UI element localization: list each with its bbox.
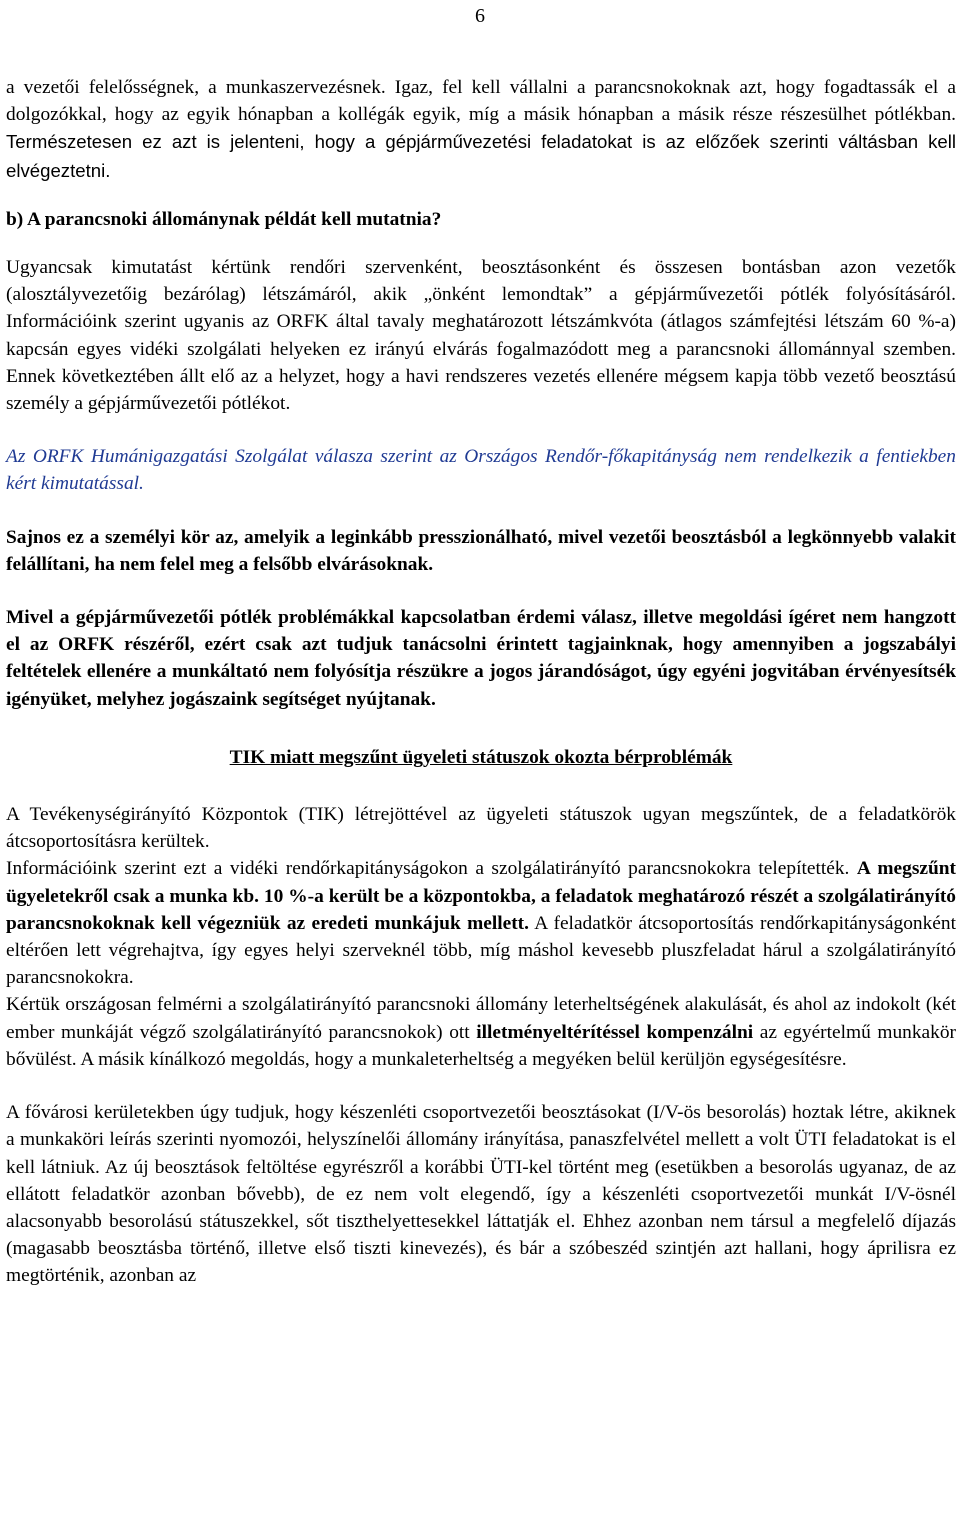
paragraph-tik: A Tevékenységirányító Központok (TIK) létrejöttével az ügyeleti státuszok ugyan megszűntek, de a feladatkörök átcsoportosításra kerültek. <box>6 804 956 853</box>
paragraph-feladatkor-text-c: A feladatkör átcsoportosítás rendőrkapitányságonként eltérően lett végrehajtva, így egyes helyi szerveknél több, míg máshol kevesebb pluszfeladat hárul a szolgálatirányító parancsnokokra. <box>6 912 956 989</box>
section-title: TIK miatt megszűnt ügyeleti státuszok okozta bérproblémák <box>229 746 733 768</box>
page-number: 6 <box>475 5 485 27</box>
paragraph-szemelyi-kor: Sajnos ez a személyi kör az, amelyik a leginkább presszionálható, mivel vezetői beosztásból a legkönnyebb valakit felállítani, ha nem felel meg a felsőbb elvárásoknak. <box>6 526 956 575</box>
paragraph-intro-text: a vezetői felelősségnek, a munkaszervezésnek. Igaz, fel kell vállalni a parancsnokoknak azt, hogy fogadtassák el a dolgozókkal, hogy az egyik hónapban a kollégák egyik, míg a másik hónapban a másik része részesülhet pótlékban. <box>6 77 956 126</box>
paragraph-feladatkor-bold: A megszűnt ügyeletekről csak a munka kb. 10 %-a került be a központokba, a feladatok meghatározó részét a szolgálatirányító parancsnokoknak kell végezniük az eredeti munkájuk mellett. <box>6 858 956 934</box>
paragraph-fovarosi: A fővárosi kerületekben úgy tudjuk, hogy készenléti csoportvezetői beosztásokat (I/V-ös besorolás) hoztak létre, akiknek a munkaköri leírás szerinti nyomozói, helyszínelői állomány irányítása, panaszfelvétel mellett a volt ÜTI feladatokat is el kell látniuk. Az új beosztások feltöltése egyrészről a korábbi ÜTI-kel történt meg (esetükben a besorolás ugyanaz, de az ellátott feladatkör azonban bővebb), de ez nem volt elegendő, így a készenléti csoportvezetői munkát I/V-ösnél alacsonyabb besorolású státuszekkel, sőt tiszthelyettesekkel láttatják el. Ehhez azonban nem társul a megfelelő díjazás (magasabb beosztásba történő, illetve első tiszti kinevezés), és bár a szóbeszéd szintjén azt hallani, hogy áprilisra ez megtörténik, azonban az <box>6 1102 956 1287</box>
paragraph-intro-sans-text: Természetesen ez azt is jelenteni, hogy a gépjárművezetési feladatokat is az előzőek szerinti váltásban kell elvégeztetni. <box>6 131 956 181</box>
paragraph-felmeres-text-c: az egyértelmű munkakör bővülést. A másik kínálkozó megoldás, hogy a munkaleterheltség a megyéken belül kerüljön egységesítésre. <box>6 1021 956 1070</box>
paragraph-felmeres <box>6 991 956 1073</box>
paragraph-feladatkor-text-a: Információink szerint ezt a vidéki rendőrkapitányságokon a szolgálatirányító parancsnokokra telepítették. <box>6 858 857 880</box>
paragraph-orfk-valasz: Az ORFK Humánigazgatási Szolgálat válasza szerint az Országos Rendőr-főkapitányság nem rendelkezik a fentiekben kért kimutatással. <box>6 446 956 495</box>
document-body <box>6 74 956 1290</box>
paragraph-felmeres-text-a: Kértük országosan felmérni a szolgálatirányító parancsnoki állomány leterheltségének alakulását, és ahol az indokolt (két ember munkáját végző szolgálatirányító parancsnokok) ott <box>6 994 956 1043</box>
paragraph-vezetok-kimutatas: Ugyancsak kimutatást kértünk rendőri szervenként, beosztásonként és összesen bontásban azon vezetők (alosztályvezetőig bezárólag) létszámáról, akik „önként lemondtak” a gépjárművezetői pótlék folyósításáról. Információink szerint ugyanis az ORFK által tavaly meghatározott létszámkvóta (átlagos számfejtési létszám 60 %-a) kapcsán egyes vidéki szolgálati helyeken ez irányú elvárás fogalmazódott meg a parancsnoki állománnyal szemben. Ennek következtében állt elő az a helyzet, hogy a havi rendszeres vezetés ellenére mégsem kapja több vezető beosztású személy a gépjárművezetői pótlékot. <box>6 257 956 415</box>
paragraph-felmeres-bold: illetményeltérítéssel kompenzálni <box>476 1021 754 1043</box>
paragraph-intro <box>6 74 956 185</box>
subheading-b: b) A parancsnoki állománynak példát kell mutatnia? <box>6 208 442 230</box>
paragraph-feladatkor <box>6 855 956 991</box>
paragraph-tanacs: Mivel a gépjárművezetői pótlék problémákkal kapcsolatban érdemi válasz, illetve megoldási ígéret nem hangzott el az ORFK részéről, ezért csak azt tudjuk tanácsolni érintett tagjainknak, hogy amennyiben a jogszabályi feltételek ellenére a munkáltató nem folyósítja részükre a jogos járandóságot, úgy egyéni jogvitában érvényesítsék igényüket, melyhez jogászaink segítséget nyújtanak. <box>6 607 956 710</box>
